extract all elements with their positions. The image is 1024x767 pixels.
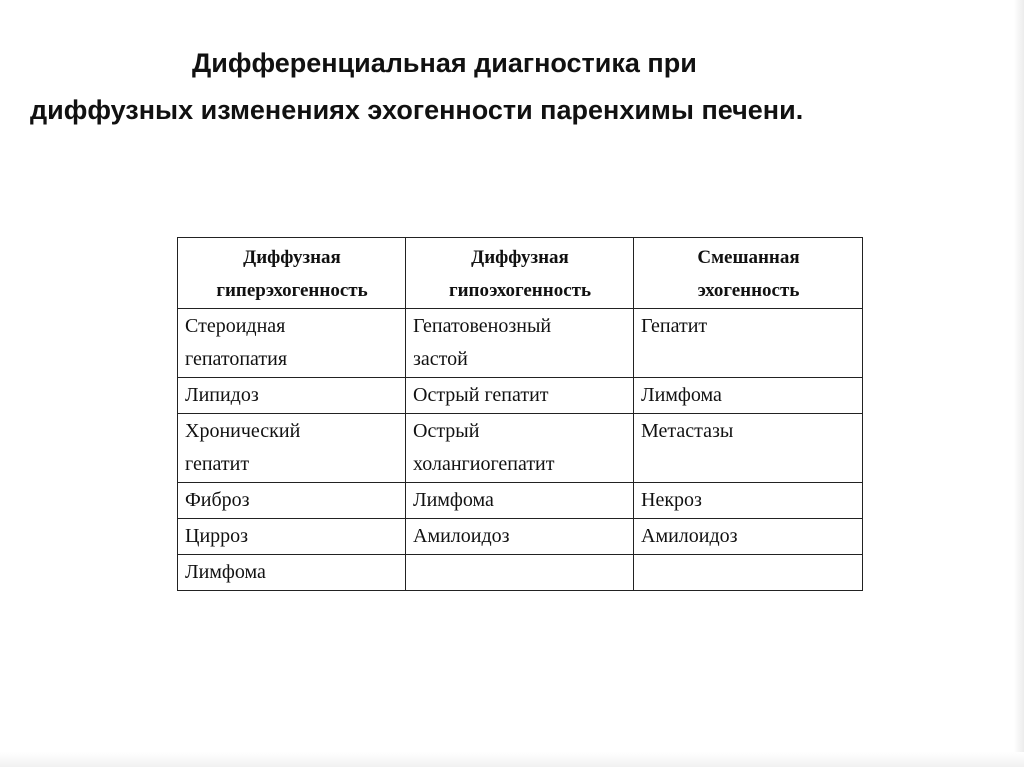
header-mixed-echogenicity bbox=[634, 238, 863, 309]
table-row bbox=[178, 378, 863, 414]
cell-text-line: Лимфома bbox=[413, 489, 494, 511]
table-row bbox=[178, 309, 863, 378]
table-cell bbox=[634, 414, 863, 483]
table-cell bbox=[178, 555, 406, 591]
table-cell bbox=[178, 483, 406, 519]
header-hypoechogenicity bbox=[406, 238, 634, 309]
cell-text-line: Острый гепатит bbox=[413, 384, 549, 406]
header-text-line: Диффузная bbox=[471, 247, 569, 268]
slide-title-line-1: Дифференциальная диагностика при bbox=[192, 48, 697, 78]
table-row bbox=[178, 483, 863, 519]
table-cell bbox=[178, 519, 406, 555]
table-cell bbox=[634, 483, 863, 519]
header-text-line: гипоэхогенность bbox=[448, 280, 592, 301]
table-cell-empty bbox=[406, 555, 634, 591]
table-cell bbox=[634, 309, 863, 378]
cell-text-line: Метастазы bbox=[641, 420, 734, 442]
table-row bbox=[178, 519, 863, 555]
table-cell bbox=[634, 378, 863, 414]
table-row bbox=[178, 555, 863, 591]
table-cell bbox=[406, 378, 634, 414]
table-cell bbox=[406, 519, 634, 555]
cell-text-line: Цирроз bbox=[185, 525, 249, 547]
header-hyperechogenicity bbox=[178, 238, 406, 309]
table-cell bbox=[178, 414, 406, 483]
cell-text-line: гепатопатия bbox=[185, 348, 288, 370]
cell-text-line: застой bbox=[413, 348, 468, 370]
header-text-line: Смешанная bbox=[697, 247, 800, 268]
cell-text-line: Лимфома bbox=[641, 384, 722, 406]
table-cell bbox=[406, 483, 634, 519]
cell-text-line: Некроз bbox=[641, 489, 702, 511]
table-cell bbox=[406, 414, 634, 483]
cell-text-line: Острый bbox=[413, 420, 480, 442]
cell-text-line: Амилоидоз bbox=[641, 525, 738, 547]
table-cell-empty bbox=[634, 555, 863, 591]
slide-edge-shadow-right bbox=[1014, 0, 1024, 767]
slide-title-line-2: диффузных изменениях эхогенности паренхимы печени. bbox=[30, 95, 804, 125]
header-text-line: эхогенность bbox=[697, 280, 800, 301]
cell-text-line: Гепатовенозный bbox=[413, 315, 552, 337]
cell-text-line: Липидоз bbox=[185, 384, 259, 406]
cell-text-line: Лимфома bbox=[185, 561, 266, 583]
table-cell bbox=[634, 519, 863, 555]
cell-text-line: гепатит bbox=[185, 453, 250, 475]
cell-text-line: холангиогепатит bbox=[413, 453, 555, 475]
table-row bbox=[178, 414, 863, 483]
slide-edge-shadow-bottom bbox=[0, 752, 1024, 767]
table-cell bbox=[406, 309, 634, 378]
differential-diagnosis-table bbox=[177, 237, 863, 591]
cell-text-line: Амилоидоз bbox=[413, 525, 510, 547]
cell-text-line: Фиброз bbox=[185, 489, 250, 511]
table-header-row bbox=[178, 238, 863, 309]
cell-text-line: Гепатит bbox=[641, 315, 708, 337]
header-text-line: гиперэхогенность bbox=[216, 280, 368, 301]
table-cell bbox=[178, 378, 406, 414]
cell-text-line: Хронический bbox=[185, 420, 301, 442]
cell-text-line: Стероидная bbox=[185, 315, 286, 337]
table-cell bbox=[178, 309, 406, 378]
header-text-line: Диффузная bbox=[243, 247, 341, 268]
